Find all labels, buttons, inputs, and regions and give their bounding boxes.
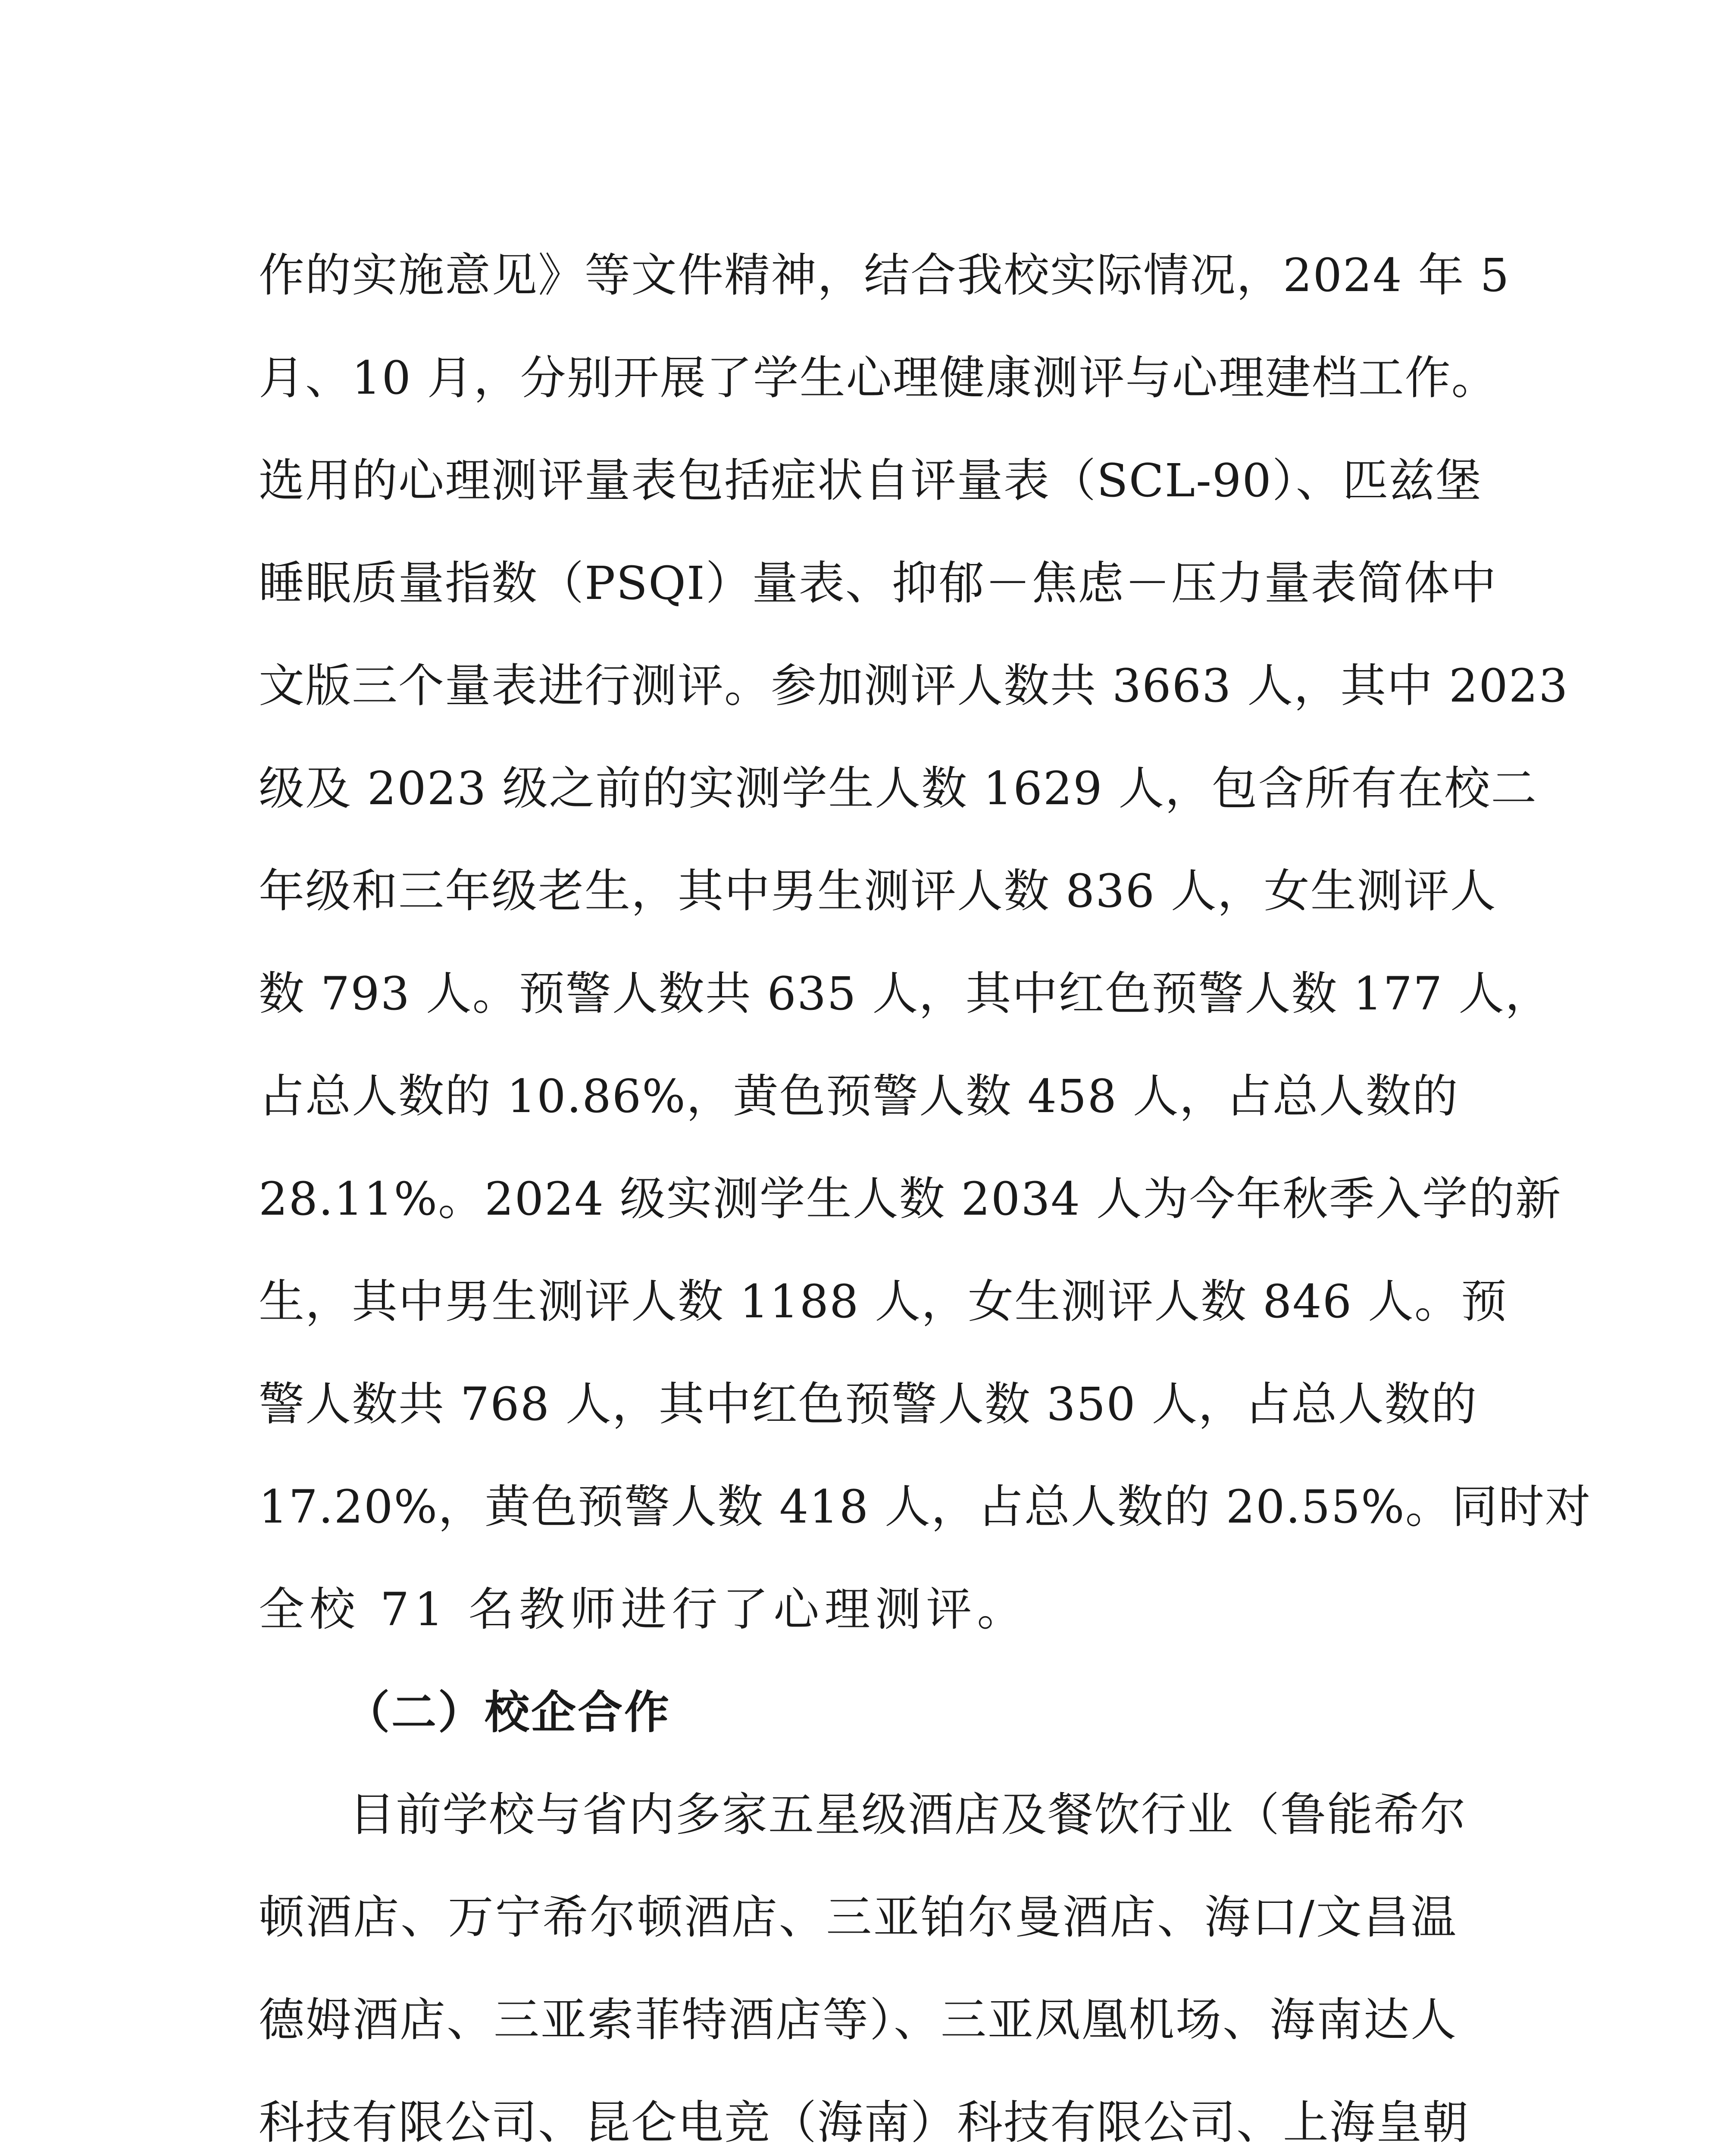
text-line: 科技有限公司、昆仑电竞（海南）科技有限公司、上海皇朝 [259, 2096, 1469, 2149]
body-text [259, 224, 1592, 2156]
section-heading: （二）校企合作 [345, 1686, 671, 1739]
text-line: 月、10 月，分别开展了学生心理健康测评与心理建档工作。 [259, 351, 1498, 404]
text-line: 选用的心理测评量表包括症状自评量表（SCL-90）、匹兹堡 [259, 454, 1482, 507]
paragraph-school-enterprise-cooperation [259, 1764, 1469, 2156]
text-line: 数 793 人。预警人数共 635 人，其中红色预警人数 177 人， [259, 967, 1552, 1020]
text-line: 目前学校与省内多家五星级酒店及餐饮行业（鲁能希尔 [349, 1788, 1467, 1841]
text-line: 全校 71 名教师进行了心理测评。 [259, 1583, 1028, 1636]
text-line: 17.20%，黄色预警人数 418 人，占总人数的 20.55%。同时对 [259, 1480, 1592, 1533]
text-line: 文版三个量表进行测评。参加测评人数共 3663 人，其中 2023 [259, 659, 1569, 712]
text-line: 级及 2023 级之前的实测学生人数 1629 人，包含所有在校二 [259, 762, 1538, 815]
text-line: 作的实施意见》等文件精神，结合我校实际情况，2024 年 5 [259, 249, 1510, 302]
text-line: 睡眠质量指数（PSQI）量表、抑郁－焦虑－压力量表简体中 [259, 557, 1497, 610]
text-line: 28.11%。2024 级实测学生人数 2034 人为今年秋季入学的新 [259, 1172, 1562, 1225]
text-line: 德姆酒店、三亚索菲特酒店等）、三亚凤凰机场、海南达人 [259, 1993, 1457, 2046]
text-line: 顿酒店、万宁希尔顿酒店、三亚铂尔曼酒店、海口/文昌温 [259, 1891, 1457, 1944]
text-line: 警人数共 768 人，其中红色预警人数 350 人，占总人数的 [259, 1378, 1478, 1431]
paragraph-psychological-assessment [259, 224, 1592, 1661]
text-line: 生，其中男生测评人数 1188 人，女生测评人数 846 人。预 [259, 1275, 1508, 1328]
text-line: 年级和三年级老生，其中男生测评人数 836 人，女生测评人 [259, 865, 1497, 918]
text-line: 占总人数的 10.86%，黄色预警人数 458 人，占总人数的 [259, 1070, 1459, 1123]
